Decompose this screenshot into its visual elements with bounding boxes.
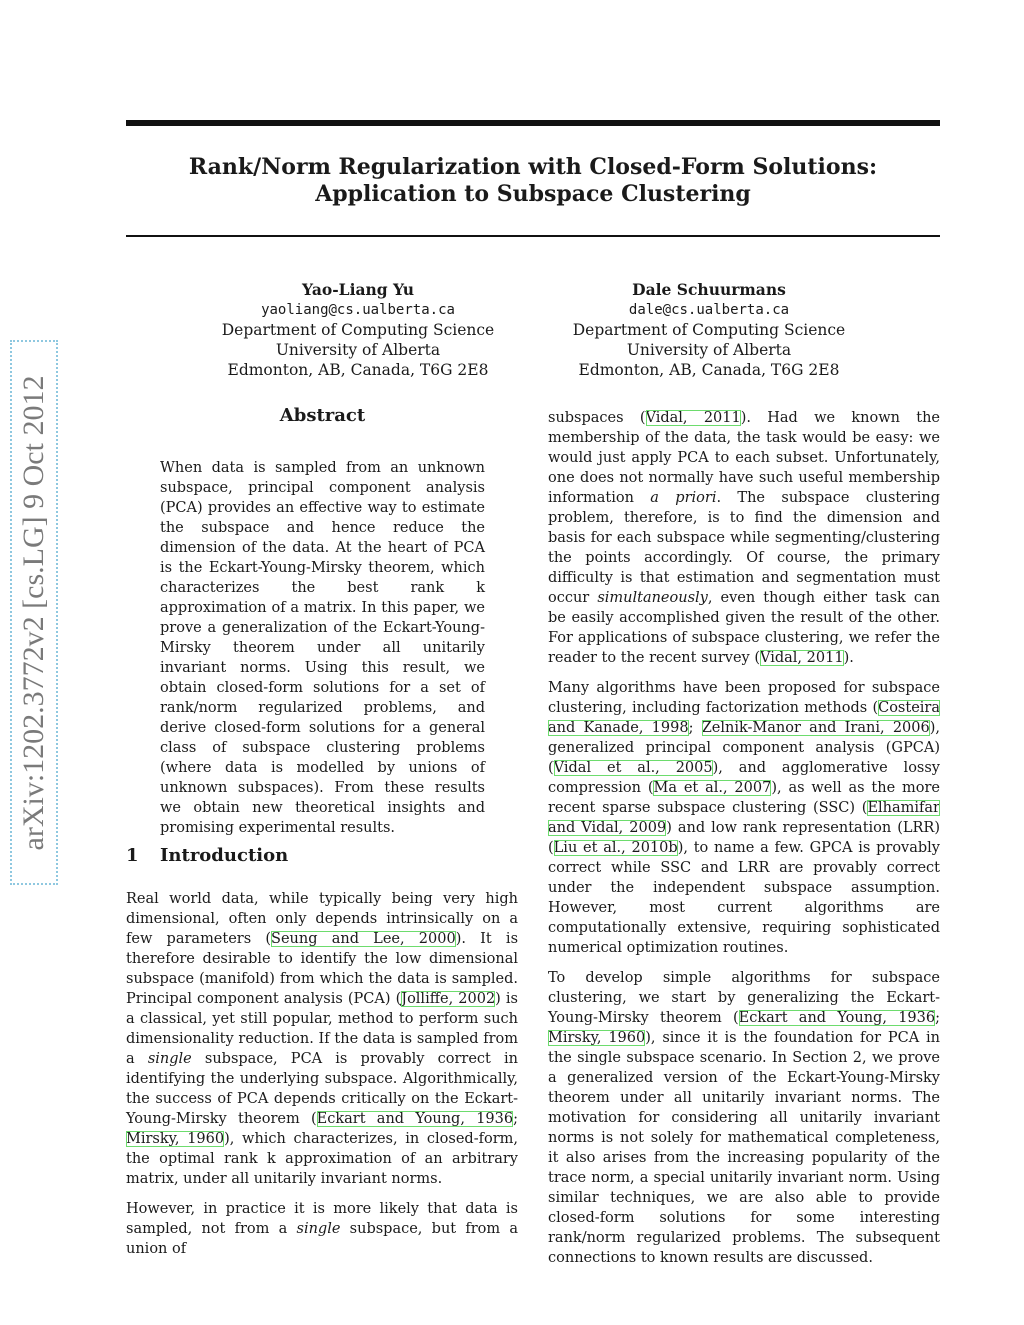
citation-link[interactable]: Seung and Lee, 2000	[271, 931, 456, 947]
author-1-email[interactable]: yaoliang@cs.ualberta.ca	[261, 302, 455, 318]
right-paragraph-2: Many algorithms have been proposed for subspace clustering, including factorization methods (Costeira and Kanade, 1998; Zelnik-Manor and Irani, 2006), generalized principal component analysis (GPCA) (Vidal et al., 2005), and agglomerative lossy compression (Ma et al., 2007), as well as the more recent sparse subspace clustering (SSC) (Elhamifar and Vidal, 2009) and low rank representation (LRR) (Liu et al., 2010b), to name a few. GPCA is provably correct while SSC and LRR are provably correct under the independent subspace assumption. However, most current algorithms are computationally extensive, requiring sophisticated numerical optimization routines.	[548, 680, 940, 956]
citation-link[interactable]: Eckart and Young, 1936	[738, 1010, 936, 1026]
intro-paragraph-1: Real world data, while typically being very high dimensional, often only depends intrinsically on a few parameters (Seung and Lee, 2000). It is therefore desirable to identify the low dimensional subspace (manifold) from which the data is sampled. Principal component analysis (PCA) (Jolliffe, 2002) is a classical, yet still popular, method to perform such dimensionality reduction. If the data is sampled from a single subspace, PCA is provably correct in identifying the underlying subspace. Algorithmically, the success of PCA depends critically on the Eckart-Young-Mirsky theorem (Eckart and Young, 1936; Mirsky, 1960), which characterizes, in closed-form, the optimal rank k approximation of an arbitrary matrix, under all unitarily invariant norms.	[126, 891, 519, 1187]
intro-paragraph-2: However, in practice it is more likely that data is sampled, not from a single subspace, but from a union of	[126, 1201, 519, 1257]
citation-link[interactable]: Vidal, 2011	[645, 410, 741, 426]
citation-link[interactable]: Ma et al., 2007	[653, 780, 772, 796]
arxiv-stamp[interactable]	[10, 340, 58, 885]
title-rule	[126, 235, 940, 237]
abstract-text: When data is sampled from an unknown subspace, principal component analysis (PCA) provides an effective way to estimate the subspace and hence reduce the dimension of the data. At the heart of PCA is the Eckart-Young-Mirsky theorem, which characterizes the best rank k approximation of a matrix. In this paper, we prove a generalization of the Eckart-Young-Mirsky theorem under all unitarily invariant norms. Using this result, we obtain closed-form solutions for a set of rank/norm regularized problems, and derive closed-form solutions for a general class of subspace clustering problems (where data is modelled by unions of unknown subspaces). From these results we obtain new theoretical insights and promising experimental results.	[160, 460, 485, 836]
arxiv-id: arXiv:1202.3772v2 [cs.LG] 9 Oct 2012	[17, 375, 50, 850]
section-number: 1	[126, 845, 139, 866]
author-2-email[interactable]: dale@cs.ualberta.ca	[628, 302, 790, 318]
right-column	[548, 408, 940, 1278]
author-1: Yao-Liang Yu yaoliang@cs.ualberta.ca Department of Computing Science University of Alberta Edmonton, AB, Canada, T6G 2E8	[208, 280, 508, 380]
abstract-body	[160, 458, 485, 848]
citation-link[interactable]: Jolliffe, 2002	[401, 991, 496, 1007]
citation-link[interactable]: Zelnik-Manor and Irani, 2006	[701, 720, 930, 736]
section-heading	[126, 845, 288, 866]
citation-link[interactable]: Vidal, 2011	[760, 650, 844, 666]
citation-link[interactable]: Mirsky, 1960	[548, 1030, 646, 1046]
paper-title: Rank/Norm Regularization with Closed-Form Solutions: Application to Subspace Clustering	[188, 154, 878, 207]
citation-link[interactable]: Elhamifar and Vidal, 2009	[548, 800, 940, 836]
citation-link[interactable]: Eckart and Young, 1936	[316, 1111, 514, 1127]
section-title: Introduction	[160, 845, 289, 866]
author-2: Dale Schuurmans dale@cs.ualberta.ca Department of Computing Science University of Alberta Edmonton, AB, Canada, T6G 2E8	[559, 280, 859, 380]
abstract-heading: Abstract	[279, 405, 366, 426]
citation-link[interactable]: Vidal et al., 2005	[553, 760, 713, 776]
citation-link[interactable]: Mirsky, 1960	[126, 1131, 225, 1147]
citation-link[interactable]: Liu et al., 2010b	[553, 840, 678, 856]
right-paragraph-1: subspaces (Vidal, 2011). Had we known the membership of the data, the task would be easy: we would just apply PCA to each subset. Unfortunately, one does not normally have such useful membership information a priori. The subspace clustering problem, therefore, is to find the dimension and basis for each subspace while segmenting/clustering the points accordingly. Of course, the primary difficulty is that estimation and segmentation must occur simultaneously, even though either task can be easily accomplished given the result of the other. For applications of subspace clustering, we refer the reader to the recent survey (Vidal, 2011).	[548, 410, 941, 666]
citation-link[interactable]: Costeira and Kanade, 1998	[548, 700, 940, 736]
right-paragraph-3: To develop simple algorithms for subspace clustering, we start by generalizing the Eckart-Young-Mirsky theorem (Eckart and Young, 1936; Mirsky, 1960), since it is the foundation for PCA in the single subspace scenario. In Section 2, we prove a generalized version of the Eckart-Young-Mirsky theorem under all unitarily invariant norms. The motivation for considering all unitarily invariant norms is not solely for mathematical completeness, it also arises from the increasing popularity of the trace norm, a special unitarily invariant norm. Using similar techniques, we are also able to provide closed-form solutions for some interesting rank/norm regularized problems. The subsequent connections to known results are discussed.	[548, 970, 941, 1266]
left-column-intro	[126, 889, 518, 1269]
top-rule	[126, 120, 940, 126]
